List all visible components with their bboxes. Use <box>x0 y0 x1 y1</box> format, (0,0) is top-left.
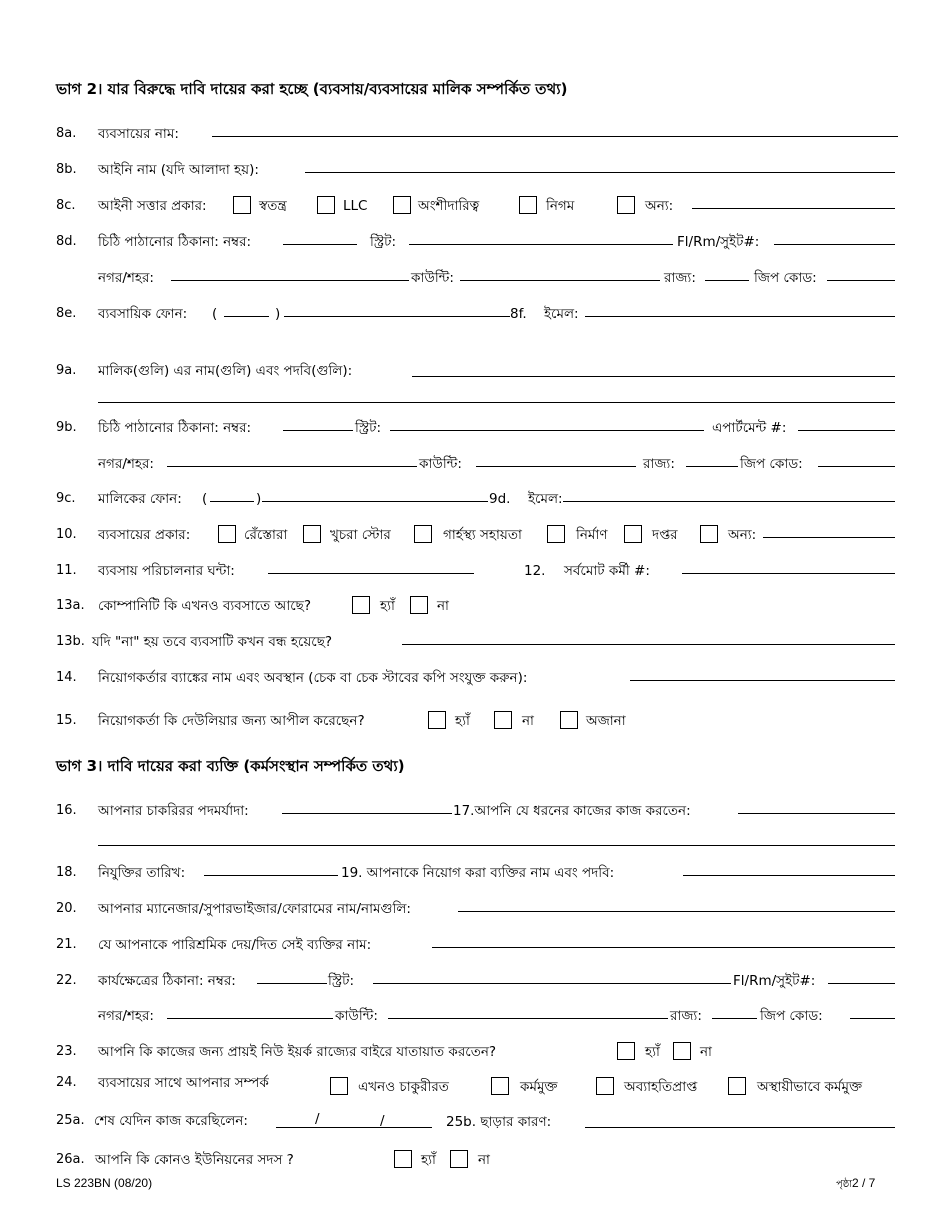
relation-discharged-label: অব্যাহতিপ্রাপ্ত <box>624 1079 698 1095</box>
q8c-label: আইনী সত্তার প্রকার: <box>98 198 207 214</box>
relation-temp-laidoff-label: অস্থায়ীভাবে কর্মমুক্ত <box>757 1079 863 1095</box>
q25a-label: শেষ যেদিন কাজ করেছিলেন: <box>94 1113 248 1129</box>
supervisor-names-field[interactable] <box>458 911 895 912</box>
type-other-label: অন্য: <box>728 527 757 543</box>
q20-label: আপনার ম্যানেজার/সুপারভাইজার/ফোরামের নাম/নামগুলি: <box>98 901 411 917</box>
q8e-label: ব্যবসায়িক ফোন: <box>98 306 188 322</box>
entity-sole-label: স্বতন্ত্র <box>259 198 287 214</box>
q9b-state-label: রাজ্য: <box>643 456 675 472</box>
type-domestic-checkbox[interactable] <box>414 525 432 543</box>
q9c-paren-open: ( <box>202 491 208 507</box>
q11-label: ব্যবসায় পরিচালনার ঘন্টা: <box>98 563 235 579</box>
owner-zip-field[interactable] <box>818 466 895 467</box>
q16-number: 16. <box>56 803 77 818</box>
bankruptcy-yes-checkbox[interactable] <box>428 711 446 729</box>
q21-number: 21. <box>56 937 77 952</box>
type-other-field[interactable] <box>763 537 895 538</box>
relation-temp-laidoff-checkbox[interactable] <box>728 1077 746 1095</box>
hire-date-field[interactable] <box>204 875 338 876</box>
bankruptcy-no-checkbox[interactable] <box>494 711 512 729</box>
q8d-apt-label: Fl/Rm/সুইট#: <box>677 234 760 250</box>
q13a-number: 13a. <box>56 598 85 613</box>
bankruptcy-yes-label: হ্যাঁ <box>455 713 470 729</box>
q23-label: আপনি কি কাজের জন্য প্রায়ই নিউ ইয়র্ক রাজ্যের বাইরে যাতায়াত করতেন? <box>98 1044 497 1060</box>
q12-label: সর্বমোট কর্মী #: <box>564 563 650 579</box>
q8f-number: 8f. <box>510 306 527 322</box>
bankruptcy-no-label: না <box>522 713 534 729</box>
mail-apt-field[interactable] <box>774 244 895 245</box>
type-restaurant-checkbox[interactable] <box>218 525 236 543</box>
business-phone-field[interactable] <box>284 316 510 317</box>
work-city-field[interactable] <box>167 1018 333 1019</box>
q9c-paren-close: ) <box>256 491 262 507</box>
type-retail-checkbox[interactable] <box>303 525 321 543</box>
q22-street-label: স্ট্রিট: <box>328 973 355 989</box>
relation-employed-label: এখনও চাকুরীরত <box>358 1079 449 1095</box>
q8c-number: 8c. <box>56 198 76 213</box>
q11-number: 11. <box>56 563 77 578</box>
page-number: 2 / 7 <box>852 1176 876 1190</box>
section-3-title: ভাগ 3। দাবি দায়ের করা ব্যক্তি (কর্মসংস্থান সম্পর্কিত তথ্য) <box>56 757 405 775</box>
q13a-label: কোম্পানিটি কি এখনও ব্যবসাতে আছে? <box>98 598 311 614</box>
entity-partnership-checkbox[interactable] <box>393 196 411 214</box>
q9c-label: মালিকের ফোন: <box>98 491 182 507</box>
q14-label: নিয়োগকর্তার ব্যাঙ্কের নাম এবং অবস্থান (চেক বা চেক স্টাবের কপি সংযুক্ত করুন): <box>98 670 528 686</box>
entity-other-checkbox[interactable] <box>617 196 635 214</box>
owner-phone-area-field[interactable] <box>210 501 254 502</box>
in-business-no-checkbox[interactable] <box>410 596 428 614</box>
entity-corporation-checkbox[interactable] <box>519 196 537 214</box>
q25b-label: 25b. ছাড়ার কারণ: <box>446 1114 552 1130</box>
q22-state-label: রাজ্য: <box>670 1008 702 1024</box>
operating-hours-field[interactable] <box>268 573 474 574</box>
owner-names-field[interactable] <box>412 376 895 377</box>
q8e-paren-open: ( <box>212 306 218 322</box>
q9c-number: 9c. <box>56 491 76 506</box>
q13b-number: 13b. <box>56 634 85 649</box>
work-zip-field[interactable] <box>850 1018 895 1019</box>
q18-label: নিযুক্তির তারিখ: <box>98 865 186 881</box>
in-business-yes-checkbox[interactable] <box>352 596 370 614</box>
q22-apt-label: Fl/Rm/সুইট#: <box>733 973 816 989</box>
entity-sole-checkbox[interactable] <box>233 196 251 214</box>
type-construction-checkbox[interactable] <box>547 525 565 543</box>
q9b-city-label: নগর/শহর: <box>98 456 154 472</box>
closed-date-field[interactable] <box>402 644 895 645</box>
travel-no-label: না <box>700 1044 712 1060</box>
form-id: LS 223BN (08/20) <box>56 1176 153 1190</box>
q9b-apt-label: এপার্টমেন্ট #: <box>712 420 787 436</box>
employer-bank-field[interactable] <box>630 680 895 681</box>
business-phone-area-field[interactable] <box>224 316 269 317</box>
work-state-field[interactable] <box>712 1018 757 1019</box>
q9b-number: 9b. <box>56 420 77 435</box>
in-business-no-label: না <box>437 598 449 614</box>
q8d-street-label: স্ট্রিট: <box>370 234 397 250</box>
page-label: পৃষ্ঠা <box>836 1179 853 1190</box>
q8d-label: চিঠি পাঠানোর ঠিকানা: নম্বর: <box>98 234 252 250</box>
q23-number: 23. <box>56 1044 77 1059</box>
type-retail-label: খুচরা স্টোর <box>330 527 391 543</box>
q18-number: 18. <box>56 865 77 880</box>
in-business-yes-label: হ্যাঁ <box>380 598 395 614</box>
mail-county-field[interactable] <box>460 280 660 281</box>
business-name-field[interactable] <box>212 136 898 137</box>
owner-number-field[interactable] <box>283 430 353 431</box>
q25a-number: 25a. <box>56 1113 85 1128</box>
q8e-paren-close: ) <box>275 306 281 322</box>
owner-names-field-line2[interactable] <box>98 402 895 403</box>
entity-partnership-label: অংশীদারিত্ব <box>418 198 480 214</box>
q8d-state-label: রাজ্য: <box>664 270 696 286</box>
q12-number: 12. <box>524 563 546 579</box>
mail-number-field[interactable] <box>283 244 357 245</box>
type-office-label: দপ্তর <box>652 527 678 543</box>
work-number-field[interactable] <box>257 983 327 984</box>
entity-other-label: অন্য: <box>645 198 674 214</box>
q9b-label: চিঠি পাঠানোর ঠিকানা: নম্বর: <box>98 420 252 436</box>
mail-city-field[interactable] <box>171 280 409 281</box>
type-office-checkbox[interactable] <box>624 525 642 543</box>
relation-employed-checkbox[interactable] <box>330 1077 348 1095</box>
travel-yes-checkbox[interactable] <box>617 1042 635 1060</box>
q10-label: ব্যবসায়ের প্রকার: <box>98 527 191 543</box>
mail-state-field[interactable] <box>705 280 749 281</box>
q20-number: 20. <box>56 901 77 916</box>
q8d-number: 8d. <box>56 234 77 249</box>
q8b-number: 8b. <box>56 162 77 177</box>
owner-email-field[interactable] <box>563 501 895 502</box>
entity-llc-label: LLC <box>343 198 368 214</box>
owner-state-field[interactable] <box>686 466 738 467</box>
q22-number: 22. <box>56 973 77 988</box>
q9b-street-label: স্ট্রিট: <box>355 420 382 436</box>
type-domestic-label: গার্হস্থ্য সহায়তা <box>443 527 522 543</box>
q25a-slash-2: / <box>380 1113 385 1129</box>
entity-other-field[interactable] <box>692 208 895 209</box>
type-restaurant-label: রেঁস্তোরা <box>244 527 288 543</box>
bankruptcy-unknown-checkbox[interactable] <box>560 711 578 729</box>
q8e-number: 8e. <box>56 306 77 321</box>
union-yes-checkbox[interactable] <box>394 1150 412 1168</box>
work-type-field-line2[interactable] <box>98 845 895 846</box>
q8a-number: 8a. <box>56 126 77 141</box>
mail-street-field[interactable] <box>409 244 673 245</box>
q9a-number: 9a. <box>56 363 77 378</box>
entity-llc-checkbox[interactable] <box>317 196 335 214</box>
union-yes-label: হ্যাঁ <box>421 1152 436 1168</box>
q16-label: আপনার চাকরিরর পদমর্যাদা: <box>98 803 249 819</box>
business-email-field[interactable] <box>585 316 895 317</box>
q14-number: 14. <box>56 670 77 685</box>
q13b-label: যদি "না" হয় তবে ব্যবসাটি কখন বন্ধ হয়েছে? <box>92 634 333 650</box>
leaving-reason-field[interactable] <box>585 1127 895 1128</box>
q25a-slash-1: / <box>315 1111 320 1127</box>
owner-city-field[interactable] <box>167 466 417 467</box>
section-2-title: ভাগ 2। যার বিরুদ্ধে দাবি দায়ের করা হচ্ছে (ব্যবসায়/ব্যবসায়ের মালিক সম্পর্কিত তথ্য) <box>56 80 568 98</box>
q17-label: 17.আপনি যে ধরনের কাজের কাজ করতেন: <box>453 803 691 819</box>
type-construction-label: নির্মাণ <box>576 527 608 543</box>
q9d-number-label: 9d. <box>489 491 511 507</box>
q9b-county-label: কাউন্টি: <box>419 456 462 472</box>
q22-label: কার্যক্ষেত্রের ঠিকানা: নম্বর: <box>98 973 236 989</box>
owner-apt-field[interactable] <box>798 430 895 431</box>
mail-zip-field[interactable] <box>827 280 895 281</box>
q21-label: যে আপনাকে পারিশ্রমিক দেয়/দিত সেই ব্যক্তির নাম: <box>98 937 372 953</box>
hired-by-field[interactable] <box>683 875 895 876</box>
q8d-zip-label: জিপ কোড: <box>754 270 817 286</box>
relation-laidoff-checkbox[interactable] <box>491 1077 509 1095</box>
last-day-worked-field[interactable] <box>276 1127 432 1128</box>
q9a-label: মালিক(গুলি) এর নাম(গুলি) এবং পদবি(গুলি): <box>98 363 353 379</box>
travel-yes-label: হ্যাঁ <box>645 1044 660 1060</box>
q8d-county-label: কাউন্টি: <box>411 270 454 286</box>
bankruptcy-unknown-label: অজানা <box>586 713 626 729</box>
q8a-label: ব্যবসায়ের নাম: <box>98 126 179 142</box>
q8b-label: আইনি নাম (যদি আলাদা হয়): <box>98 162 259 178</box>
travel-no-checkbox[interactable] <box>673 1042 691 1060</box>
relation-discharged-checkbox[interactable] <box>596 1077 614 1095</box>
relation-laidoff-label: কর্মমুক্ত <box>520 1079 558 1095</box>
q24-number: 24. <box>56 1075 77 1090</box>
entity-corporation-label: নিগম <box>546 198 575 214</box>
union-no-label: না <box>478 1152 490 1168</box>
owner-street-field[interactable] <box>390 430 704 431</box>
q9b-zip-label: জিপ কোড: <box>740 456 803 472</box>
work-apt-field[interactable] <box>828 983 895 984</box>
total-employees-field[interactable] <box>682 573 895 574</box>
q22-county-label: কাউন্টি: <box>335 1008 378 1024</box>
q22-city-label: নগর/শহর: <box>98 1008 154 1024</box>
type-other-checkbox[interactable] <box>700 525 718 543</box>
job-title-field[interactable] <box>282 813 452 814</box>
owner-phone-field[interactable] <box>262 501 488 502</box>
q8d-city-label: নগর/শহর: <box>98 270 154 286</box>
legal-name-field[interactable] <box>305 172 895 173</box>
q8f-label: ইমেল: <box>544 306 579 322</box>
q19-label: 19. আপনাকে নিয়োগ করা ব্যক্তির নাম এবং পদবি: <box>341 865 615 881</box>
owner-county-field[interactable] <box>476 466 636 467</box>
q26a-label: আপনি কি কোনও ইউনিয়নের সদস ? <box>95 1152 294 1168</box>
work-type-field[interactable] <box>738 813 895 814</box>
work-county-field[interactable] <box>388 1018 668 1019</box>
q22-zip-label: জিপ কোড: <box>760 1008 823 1024</box>
q24-label: ব্যবসায়ের সাথে আপনার সম্পর্ক <box>98 1075 269 1091</box>
q15-number: 15. <box>56 713 77 728</box>
union-no-checkbox[interactable] <box>450 1150 468 1168</box>
q26a-number: 26a. <box>56 1152 85 1167</box>
paid-by-field[interactable] <box>432 947 895 948</box>
work-street-field[interactable] <box>373 983 731 984</box>
q9d-label: ইমেল: <box>528 491 563 507</box>
q10-number: 10. <box>56 527 77 542</box>
q15-label: নিয়োগকর্তা কি দেউলিয়ার জন্য আপীল করেছেন? <box>98 713 365 729</box>
